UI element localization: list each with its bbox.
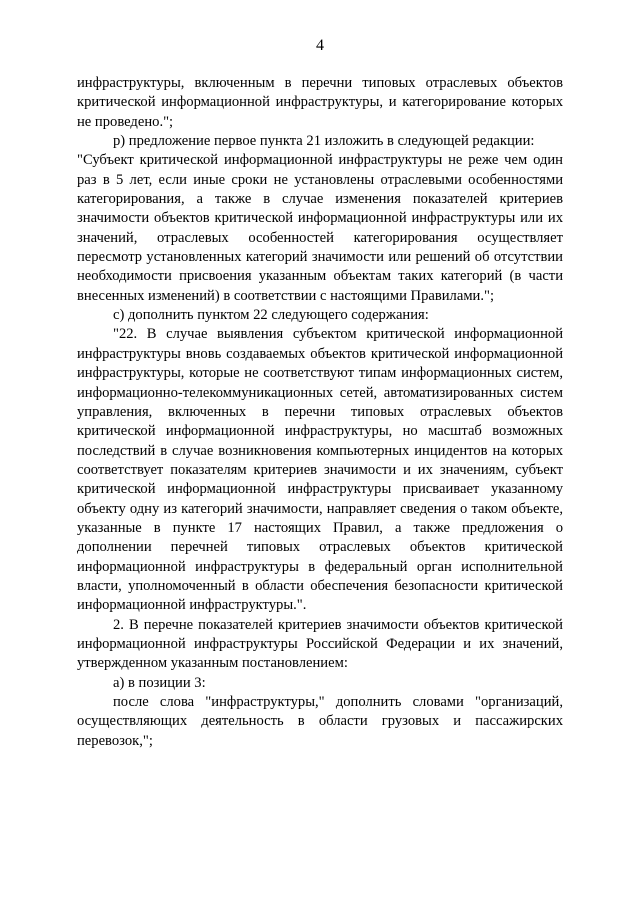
paragraph-item-r: р) предложение первое пункта 21 изложить в следующей редакции: [113,133,535,150]
paragraph-item-s: с) дополнить пунктом 22 следующего содержания: [113,307,429,324]
paragraph-amendment: после слова "инфраструктуры," дополнить словами "организаций, осуществляющих деятельность в области грузовых и пассажирских перевозок,"; [77,694,563,749]
paragraph-continuation: инфраструктуры, включенным в перечни типовых отраслевых объектов критической информационной инфраструктуры, и категорирование которых не проведено."; [77,75,563,130]
paragraph-point-22: "22. В случае выявления субъектом критической информационной инфраструктуры вновь создаваемых объектов критической информационной инфраструктуры, которые не соответствуют типам информационных систем, информационно-телекоммуникационных сетей, автоматизированных систем управления, включенных в перечни типовых отраслевых объектов критической информационной инфраструктуры, но масштаб возможных последствий в случае возникновения компьютерных инцидентов на которых соответствует показателям критериев значимости и их значениям, субъект критической информационной инфраструктуры присваивает указанному объекту одну из категорий значимости, направляет сведения о таком объекте, указанные в пункте 17 настоящих Правил, а также предложения о дополнении перечней типовых отраслевых объектов критической информационной инфраструктуры в федеральный орган исполнительной власти, уполномоченный в области обеспечения безопасности критической информационной инфраструктуры.". [77,326,563,614]
paragraph-quoted-subject: "Субъект критической информационной инфраструктуры не реже чем один раз в 5 лет, если иные сроки не установлены отраслевыми особенностями категорирования, а также в случае изменения показателей критериев значимости объектов критической информационной инфраструктуры или их значений, отраслевых особенностей категорирования осуществляет пересмотр установленных категорий значимости или решений об отсутствии необходимости присвоения указанным объектам таких категорий (в части внесенных изменений) в соответствии с настоящими Правилами."; [77,152,563,304]
document-body [77,74,563,751]
paragraph-item-a: а) в позиции 3: [113,674,206,691]
paragraph-section-2: 2. В перечне показателей критериев значимости объектов критической информационной инфраструктуры Российской Федерации и их значений, утвержденном указанным постановлением: [77,616,563,672]
page-number: 4 [316,37,324,54]
